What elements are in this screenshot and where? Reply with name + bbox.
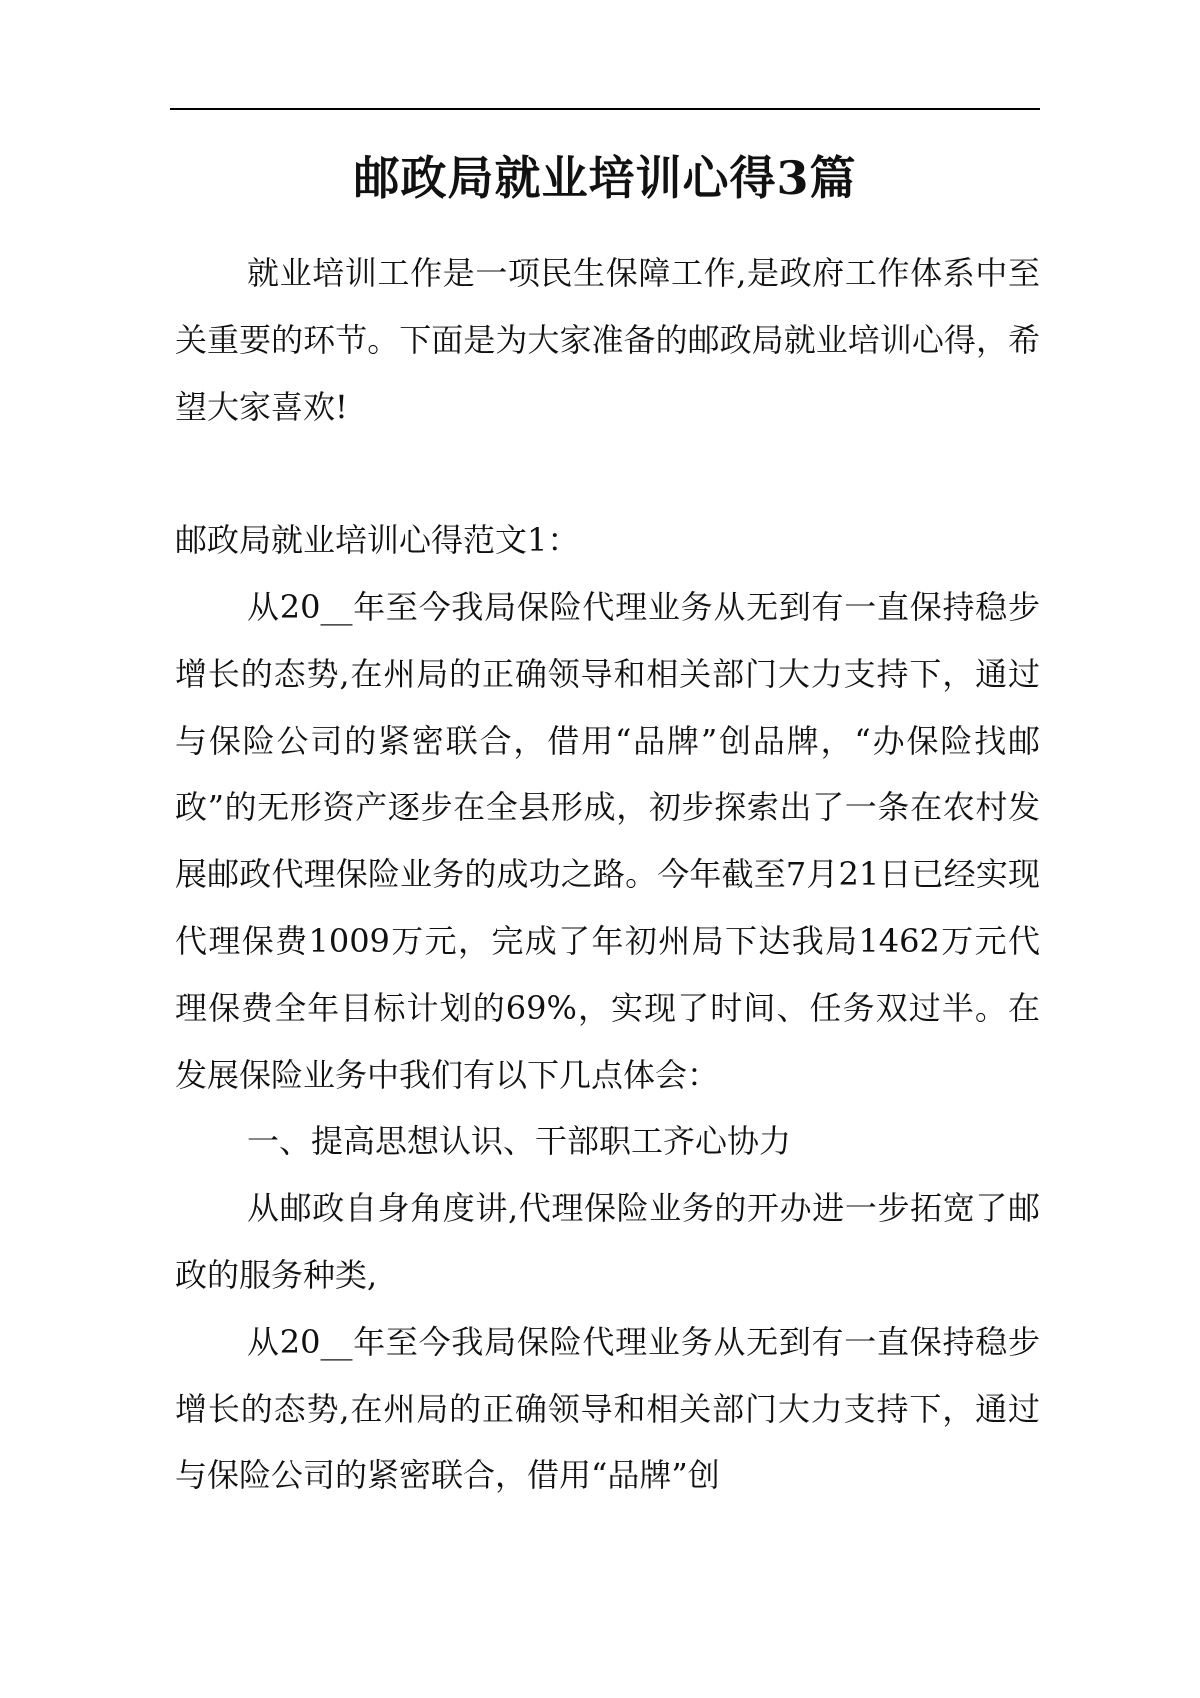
header-rule [170,108,1040,110]
paragraph-spacer [175,440,1040,507]
body-paragraph-3: 从20__年至今我局保险代理业务从无到有一直保持稳步增长的态势,在州局的正确领导和相关部门大力支持下，通过与保险公司的紧密联合，借用“品牌”创 [175,1322,1040,1495]
document-body [175,240,1040,1509]
subheading-1: 一、提高思想认识、干部职工齐心协力 [247,1122,792,1161]
body-paragraph-2: 从邮政自身角度讲,代理保险业务的开办进一步拓宽了邮政的服务种类, [175,1189,1040,1294]
body-paragraph-1: 从20__年至今我局保险代理业务从无到有一直保持稳步增长的态势,在州局的正确领导和相关部门大力支持下，通过与保险公司的紧密联合，借用“品牌”创品牌，“办保险找邮政”的无形资产逐步在全县形成，初步探索出了一条在农村发展邮政代理保险业务的成功之路。今年截至7月21日已经实现代理保费1009万元，完成了年初州局下达我局1462万元代理保费全年目标计划的69%，实现了时间、任务双过半。在发展保险业务中我们有以下几点体会： [175,587,1040,1094]
intro-paragraph: 就业培训工作是一项民生保障工作,是政府工作体系中至关重要的环节。下面是为大家准备的邮政局就业培训心得，希望大家喜欢! [175,254,1040,426]
section-heading: 邮政局就业培训心得范文1： [175,521,580,560]
document-title: 邮政局就业培训心得3篇 [353,150,857,205]
